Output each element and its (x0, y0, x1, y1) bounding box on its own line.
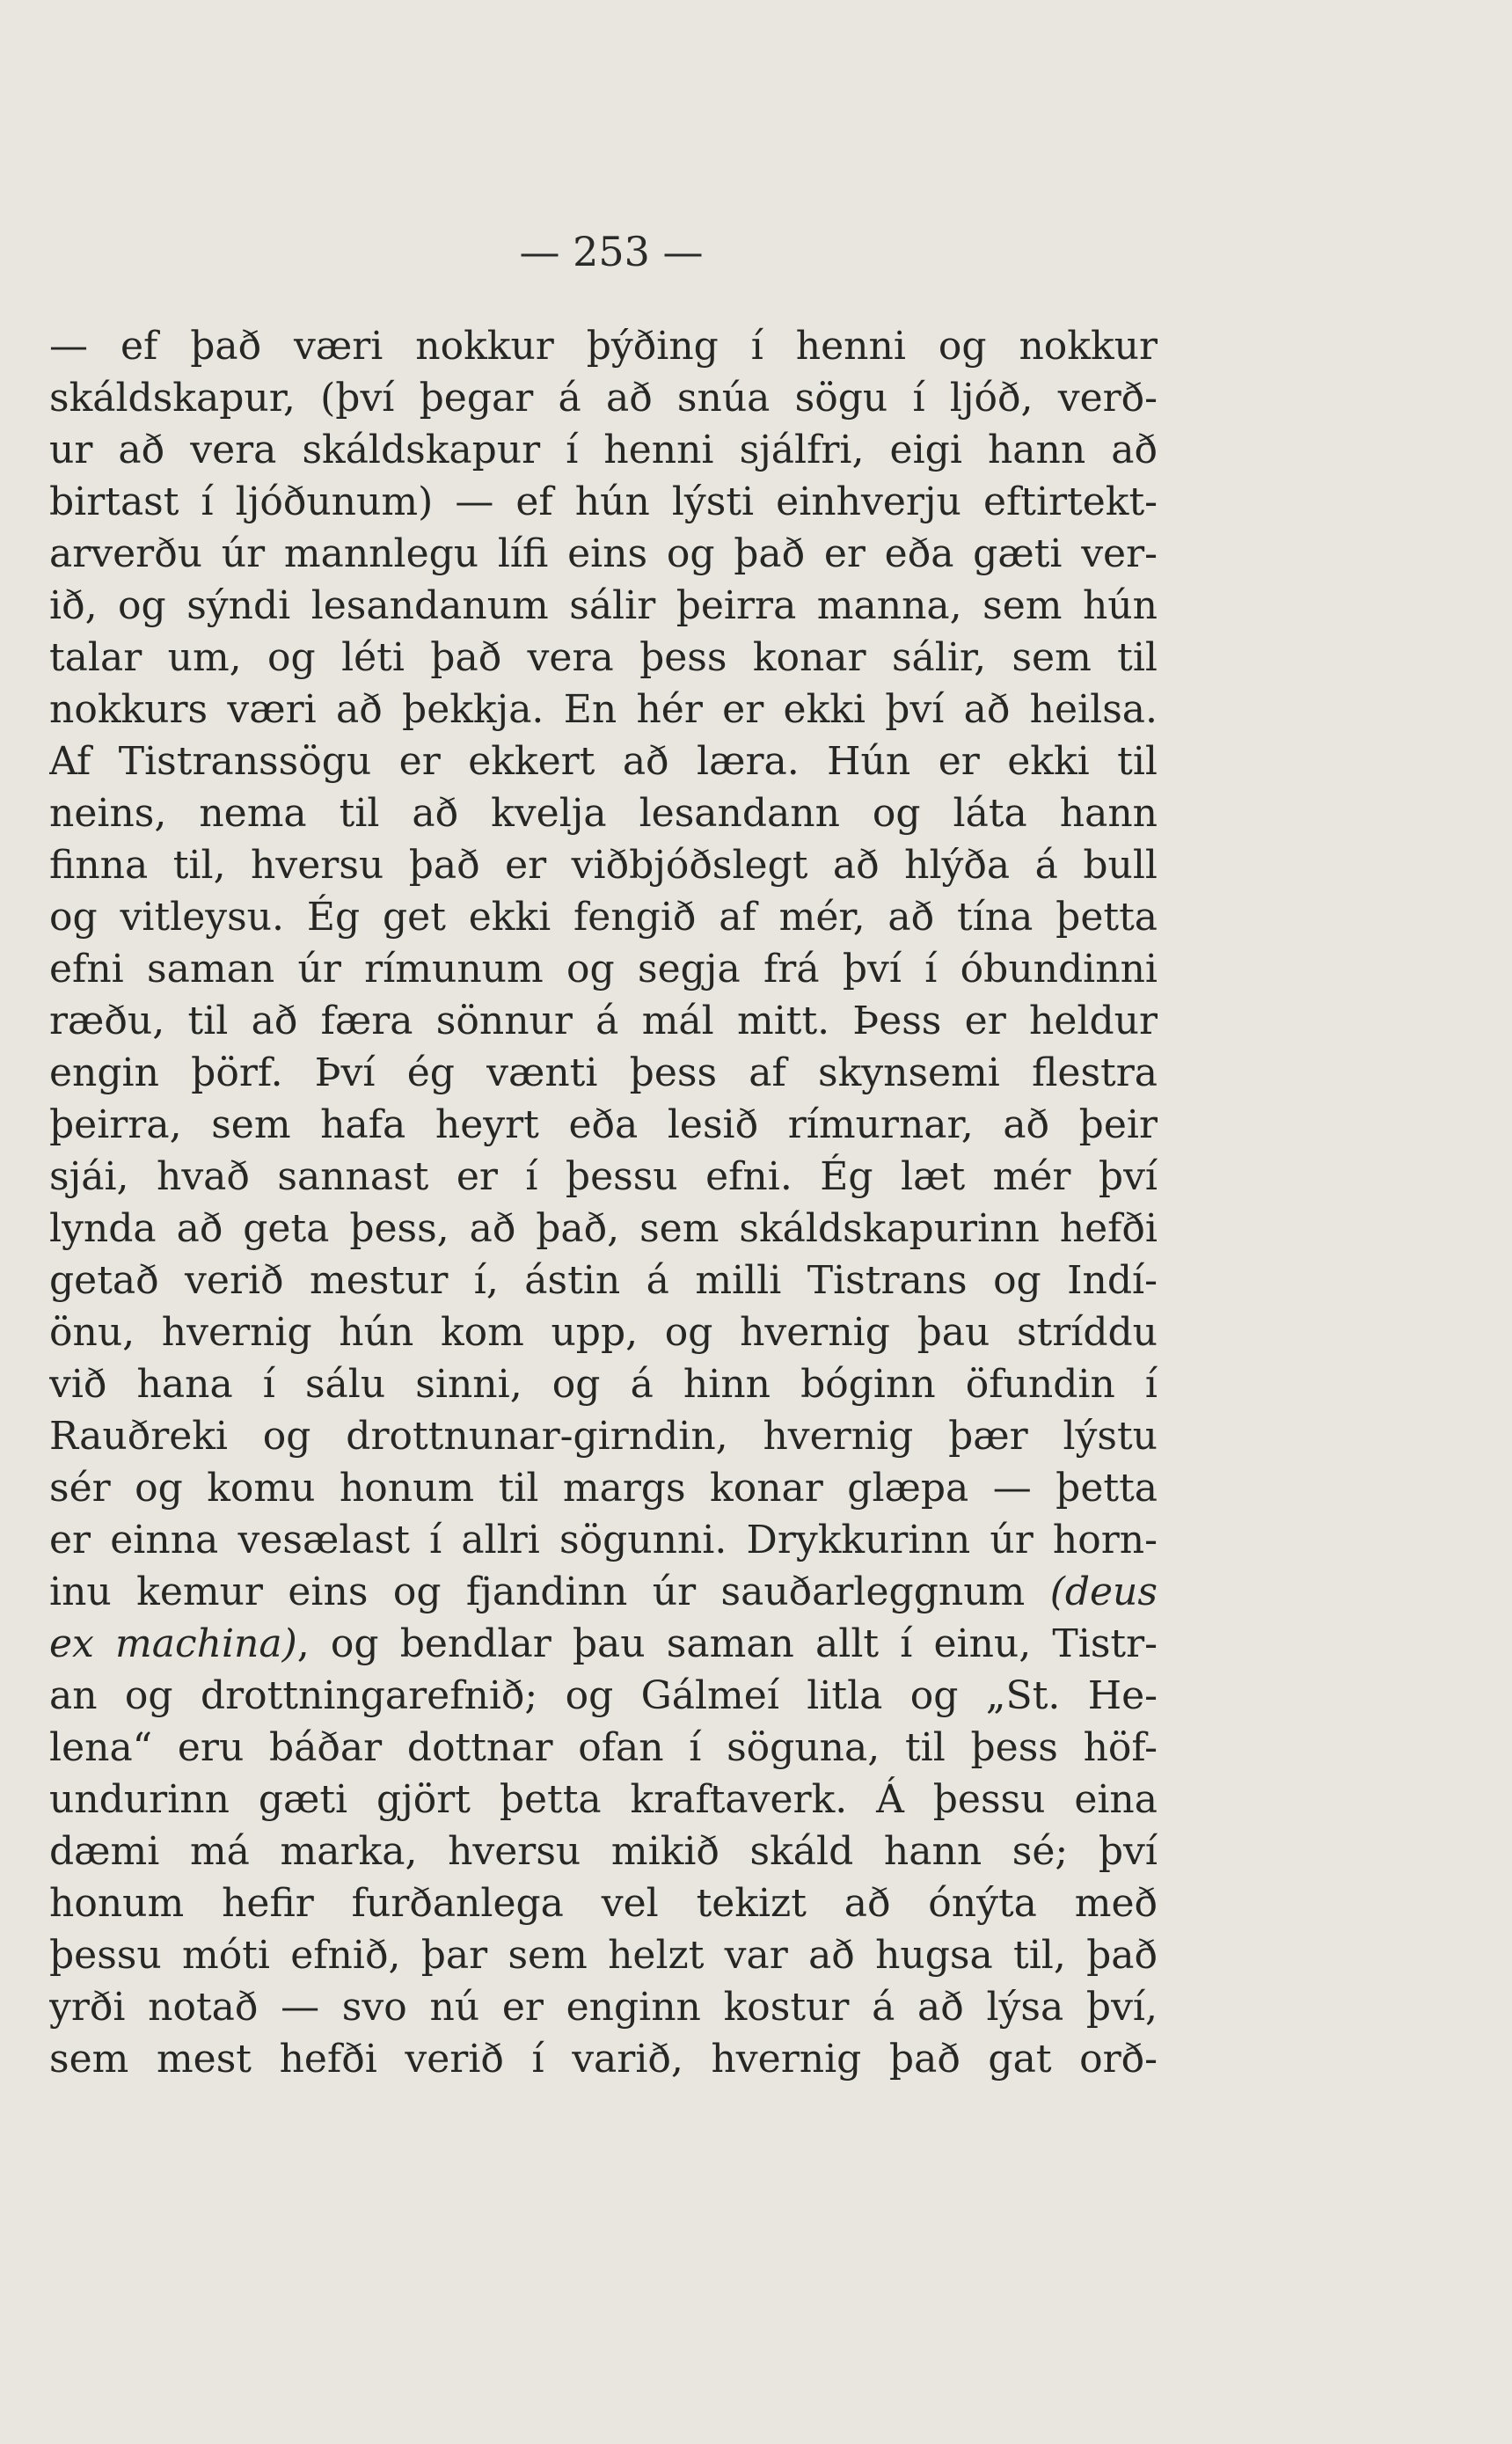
text-line: dæmi má marka, hversu mikið skáld hann sé; því (49, 1829, 1158, 1874)
text-line: Rauðreki og drottnunar-girndin, hvernig þær lýstu (49, 1414, 1158, 1459)
text-line: finna til, hversu það er viðbjóðslegt að hlýða á bull (49, 843, 1158, 888)
text-line-with-italic (49, 1618, 1158, 1670)
text-line: og vitleysu. Ég get ekki fengið af mér, að tína þetta (49, 895, 1158, 940)
page-number: — 253 — (519, 228, 704, 275)
italic-phrase: ex machina) (49, 1621, 297, 1666)
text-line-with-italic (49, 1566, 1158, 1618)
text-line: sem mest hefði verið í varið, hvernig það gat orð- (49, 2037, 1158, 2082)
text-line: efni saman úr rímunum og segja frá því í óbundinni (49, 947, 1158, 992)
text-segment: inu kemur eins og fjandinn úr sauðarleggnum (49, 1570, 1026, 1614)
text-line: — ef það væri nokkur þýðing í henni og nokkur (49, 324, 1158, 369)
text-line: yrði notað — svo nú er enginn kostur á að lýsa því, (49, 1985, 1158, 2030)
text-line: við hana í sálu sinni, og á hinn bóginn öfundin í (49, 1362, 1158, 1407)
text-line: skáldskapur, (því þegar á að snúa sögu í ljóð, verð- (49, 376, 1158, 421)
text-line: getað verið mestur í, ástin á milli Tistrans og Indí- (49, 1258, 1158, 1303)
body-text (49, 320, 1158, 2085)
text-line: sér og komu honum til margs konar glæpa — þetta (49, 1466, 1158, 1511)
text-line: engin þörf. Því ég vænti þess af skynsemi flestra (49, 1050, 1158, 1095)
text-line: honum hefir furðanlega vel tekizt að ónýta með (49, 1881, 1158, 1926)
text-line: þeirra, sem hafa heyrt eða lesið rímurnar, að þeir (49, 1102, 1158, 1147)
text-line: önu, hvernig hún kom upp, og hvernig þau stríddu (49, 1310, 1158, 1355)
text-line: ræðu, til að færa sönnur á mál mitt. Þess er heldur (49, 999, 1158, 1043)
text-line: neins, nema til að kvelja lesandann og láta hann (49, 791, 1158, 836)
text-line: Af Tistranssögu er ekkert að læra. Hún er ekki til (49, 739, 1158, 784)
text-line: lynda að geta þess, að það, sem skáldskapurinn hefði (49, 1206, 1158, 1251)
text-line: þessu móti efnið, þar sem helzt var að hugsa til, það (49, 1933, 1158, 1978)
text-segment: , og bendlar þau saman allt í einu, Tistr- (296, 1621, 1158, 1666)
text-line: birtast í ljóðunum) — ef hún lýsti einhverju eftirtekt- (49, 479, 1158, 524)
text-line: talar um, og léti það vera þess konar sálir, sem til (49, 635, 1158, 680)
text-line: ið, og sýndi lesandanum sálir þeirra manna, sem hún (49, 583, 1158, 628)
text-line: undurinn gæti gjört þetta kraftaverk. Á þessu eina (49, 1777, 1158, 1822)
text-line: ur að vera skáldskapur í henni sjálfri, eigi hann að (49, 428, 1158, 472)
text-line: sjái, hvað sannast er í þessu efni. Ég læt mér því (49, 1154, 1158, 1199)
text-line: nokkurs væri að þekkja. En hér er ekki því að heilsa. (49, 687, 1158, 732)
text-line: lena“ eru báðar dottnar ofan í söguna, til þess höf- (49, 1725, 1158, 1770)
italic-phrase: (deus (1049, 1570, 1158, 1614)
text-line: an og drottningarefnið; og Gálmeí litla og „St. He- (49, 1673, 1158, 1718)
text-line: er einna vesælast í allri sögunni. Drykkurinn úr horn- (49, 1518, 1158, 1562)
text-line: arverðu úr mannlegu lífi eins og það er eða gæti ver- (49, 531, 1158, 576)
